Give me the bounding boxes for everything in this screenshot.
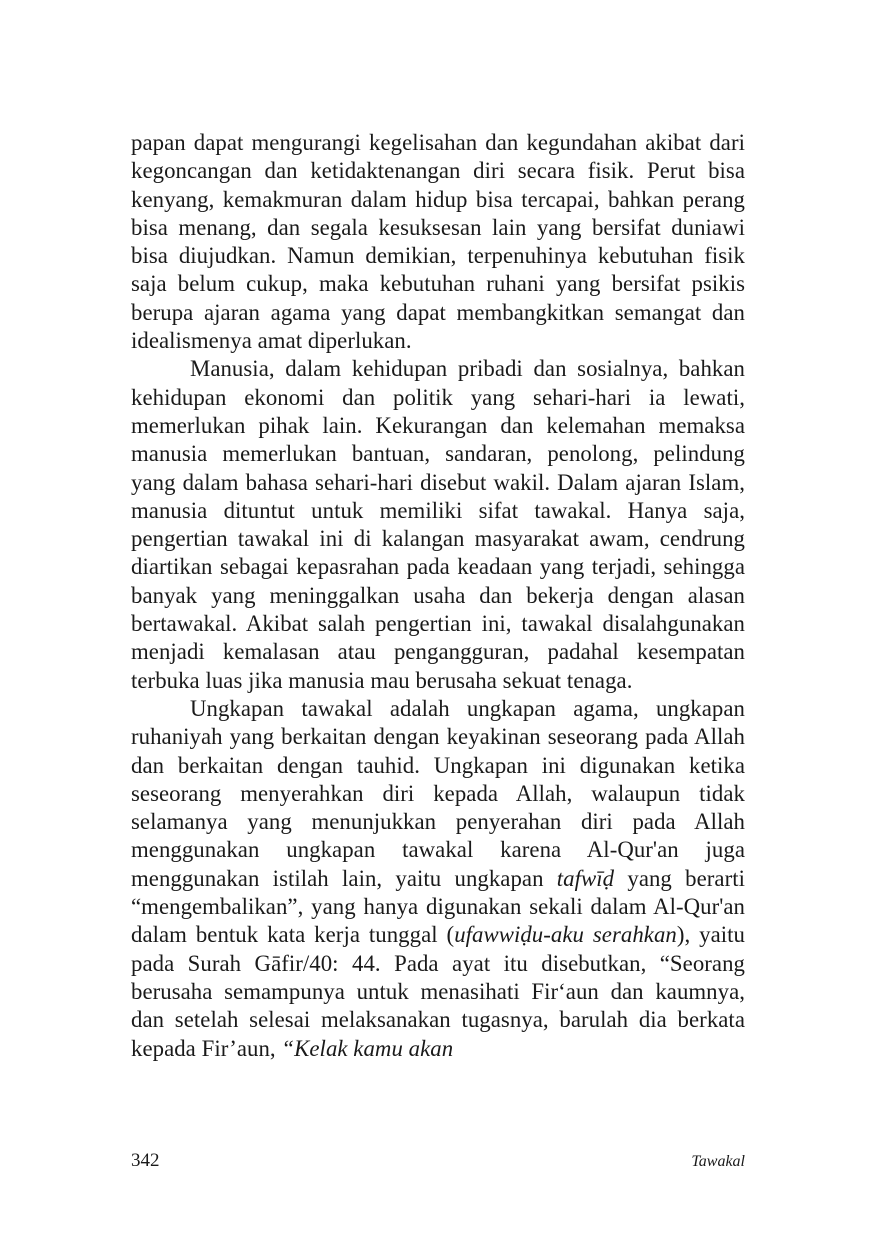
italic-text: ufawwiḍu-aku serahkan bbox=[454, 922, 677, 948]
paragraph bbox=[131, 129, 745, 355]
page-footer bbox=[131, 1150, 745, 1178]
running-title: Tawakal bbox=[691, 1153, 745, 1170]
paragraph bbox=[131, 695, 745, 1063]
paragraph-text: Manusia, dalam kehidupan pribadi dan sosialnya, bahkan kehidupan ekonomi dan politik yang sehari-hari ia lewati, memerlukan pihak lain. Kekurangan dan kelemahan memaksa manusia memerlukan bantuan, sandaran, penolong, pelindung yang dalam bahasa sehari-hari disebut wakil. Dalam ajaran Islam, manusia dituntut untuk memiliki sifat tawakal. Hanya saja, pengertian tawakal ini di kalangan masyarakat awam, cendrung diartikan sebagai kepasrahan pada keadaan yang terjadi, sehingga banyak yang meninggalkan usaha dan bekerja dengan alasan bertawakal. Akibat salah pengertian ini, tawakal disalahgunakan menjadi kemalasan atau pengangguran, padahal kesempatan terbuka luas jika manusia mau berusaha sekuat tenaga. bbox=[131, 356, 745, 693]
italic-text: tafwīḍ bbox=[556, 865, 615, 891]
paragraph-text: Ungkapan tawakal adalah ungkapan agama, ungkapan ruhaniyah yang berkaitan dengan keyakinan seseorang pada Allah dan berkaitan dengan tauhid. Ungkapan ini digunakan ketika seseorang menyerahkan diri kepada Allah, walaupun tidak selamanya yang menunjukkan penyerahan diri pada Allah menggunakan ungkapan tawakal karena Al-Qur'an juga menggunakan istilah lain, yaitu ungkapan bbox=[131, 695, 745, 891]
paragraph bbox=[131, 355, 745, 695]
paragraph-text: ), yaitu pada Surah Gāfir/40: 44. Pada ayat itu disebutkan, “Seorang berusaha semampunya untuk menasihati Fir‘aun dan kaumnya, dan setelah selesai melaksanakan tugasnya, barulah dia berkata kepada Fir’aun, bbox=[131, 922, 745, 1061]
body-text bbox=[131, 129, 745, 1063]
italic-text: “Kelak kamu akan bbox=[281, 1035, 454, 1061]
paragraph-text: yang berarti “mengembalikan”, yang hanya digunakan sekali dalam Al-Qur'an dalam bentuk kata kerja tunggal ( bbox=[131, 865, 745, 948]
page-number: 342 bbox=[131, 1150, 160, 1171]
paragraph-text: papan dapat mengurangi kegelisahan dan kegundahan akibat dari kegoncangan dan ketidaktenangan diri secara fisik. Perut bisa kenyang, kemakmuran dalam hidup bisa tercapai, bahkan perang bisa menang, dan segala kesuksesan lain yang bersifat duniawi bisa diujudkan. Namun demikian, terpenuhinya kebutuhan fisik saja belum cukup, maka kebutuhan ruhani yang bersifat psikis berupa ajaran agama yang dapat membangkitkan semangat dan idealismenya amat diperlukan. bbox=[131, 130, 745, 354]
